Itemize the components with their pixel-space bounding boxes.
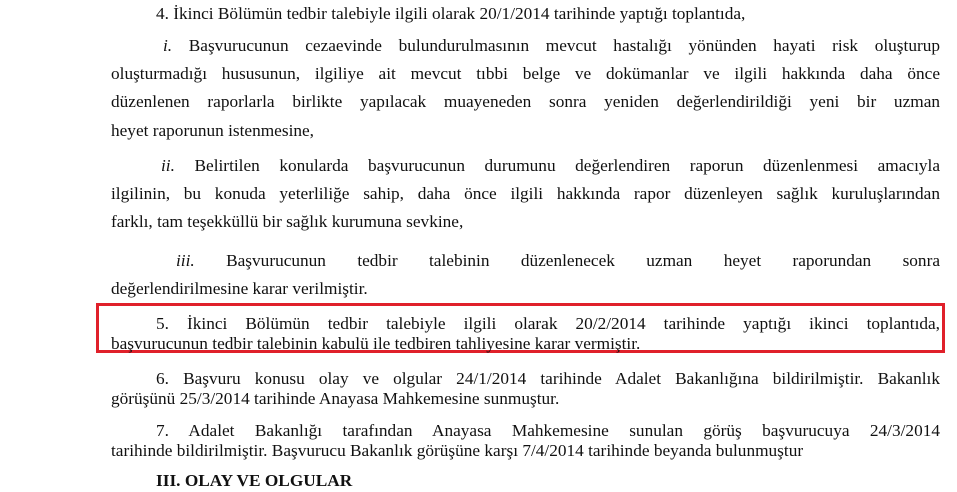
paragraph-4-i-line-1 <box>111 35 940 57</box>
item-marker-ii: ii. <box>161 156 175 175</box>
paragraph-4-iii-line-2: değerlendirilmesine karar verilmiştir. <box>111 279 368 298</box>
item-i-text: Başvurucunun cezaevinde bulundurulmasının mevcut hastalığı yönünden hayati risk oluşturup <box>172 36 940 55</box>
paragraph-4-line-1: 4. İkinci Bölümün tedbir talebiyle ilgili olarak 20/1/2014 tarihinde yaptığı toplantıda, <box>156 4 746 23</box>
section-heading: III. OLAY VE OLGULAR <box>156 471 353 490</box>
item-marker-iii: iii. <box>176 251 195 270</box>
paragraph-6-line-2: görüşünü 25/3/2014 tarihinde Anayasa Mahkemesine sunmuştur. <box>111 389 560 408</box>
item-ii-text: Belirtilen konularda başvurucunun durumunu değerlendiren raporun düzenlenmesi amacıyla <box>174 156 940 175</box>
paragraph-4-i-line-2: oluşturmadığı hususunun, ilgiliye ait mevcut tıbbi belge ve dokümanlar ve ilgili hakkında daha önce <box>111 64 940 83</box>
paragraph-6-line-1: 6. Başvuru konusu olay ve olgular 24/1/2014 tarihinde Adalet Bakanlığına bildirilmiştir. Bakanlık <box>156 369 940 388</box>
paragraph-5-line-2: başvurucunun tedbir talebinin kabulü ile tedbiren tahliyesine karar vermiştir. <box>111 334 641 353</box>
paragraph-7-line-1: 7. Adalet Bakanlığı tarafından Anayasa Mahkemesine sunulan görüş başvurucuya 24/3/2014 <box>156 421 940 440</box>
item-iii-text: Başvurucunun tedbir talebinin düzenlenecek uzman heyet raporundan sonra <box>194 251 940 270</box>
item-marker-i: i. <box>163 36 173 55</box>
paragraph-4-ii-line-3: farklı, tam teşekküllü bir sağlık kurumuna sevkine, <box>111 212 464 231</box>
paragraph-7-line-2: tarihinde bildirilmiştir. Başvurucu Bakanlık görüşüne karşı 7/4/2014 tarihinde beyanda bulunmuştur <box>111 441 804 460</box>
paragraph-5-line-1: 5. İkinci Bölümün tedbir talebiyle ilgili olarak 20/2/2014 tarihinde yaptığı ikinci toplantıda, <box>156 314 940 333</box>
paragraph-4-ii-line-2: ilgilinin, bu konuda yeterliliğe sahip, daha önce ilgili hakkında rapor düzenleyen sağlık kuruluşlarından <box>111 184 940 203</box>
paragraph-4-i-line-4: heyet raporunun istenmesine, <box>111 121 314 140</box>
paragraph-4-i-line-3: düzenlenen raporlarla birlikte yapılacak muayeneden sonra yeniden değerlendirildiği yeni bir uzman <box>111 92 940 111</box>
paragraph-4-iii-line-1 <box>111 250 940 272</box>
paragraph-4-ii-line-1 <box>111 155 940 177</box>
